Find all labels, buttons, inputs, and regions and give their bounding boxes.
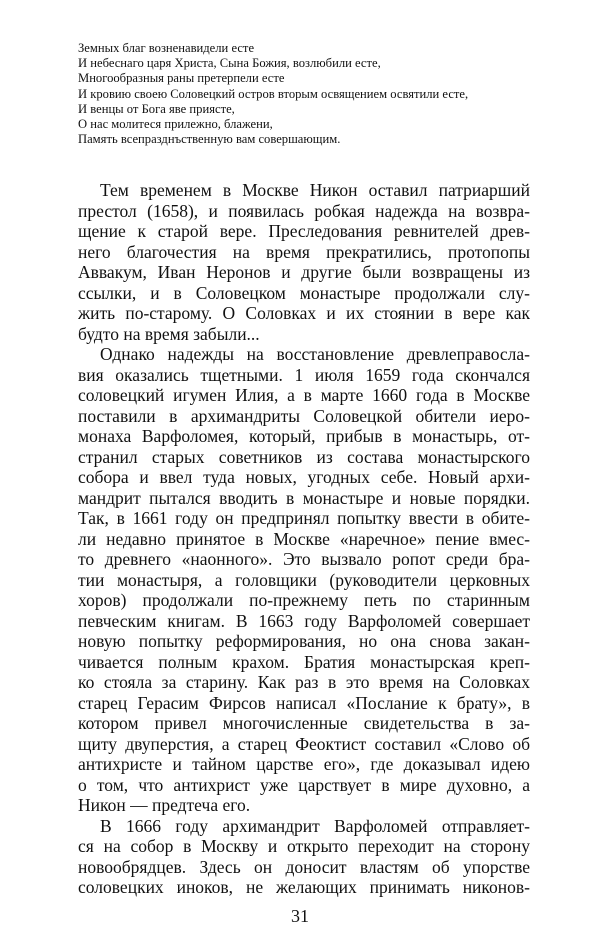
text-line: ссылки, и в Соловецком монастыре продолжали слу- bbox=[78, 282, 530, 303]
text-line: певческим книгам. В 1663 году Варфоломей совершает bbox=[78, 610, 530, 631]
poem-line: О нас молитеся прилежно, блажени, bbox=[78, 116, 273, 131]
text-line: поставили в архимандриты Соловецкой обители иеро- bbox=[78, 405, 530, 426]
text-line: Однако надежды на восстановление древлеправосла- bbox=[100, 344, 530, 364]
poem-line: И венцы от Бога яве приясте, bbox=[78, 101, 235, 116]
text-line: ко стояла за старину. Как раз в это время на Соловках bbox=[78, 672, 530, 692]
page-number: 31 bbox=[291, 906, 309, 926]
body-text bbox=[78, 180, 530, 898]
text-line: собора и ввел туда новых, угодных себе. Новый архи- bbox=[78, 467, 530, 487]
text-line: новую попытку реформирования, но она снова закан- bbox=[78, 631, 530, 651]
text-line: него благочестия на время прекратились, протопопы bbox=[78, 241, 530, 262]
poem-line: И небеснаго царя Христа, Сына Божия, возлюбили есте, bbox=[78, 56, 381, 71]
text-line: соловецкий игумен Илия, а в марте 1660 года в Москве bbox=[78, 385, 530, 405]
text-line: Никон — предтеча его. bbox=[78, 795, 251, 815]
text-line: странил старых советников из состава монастырского bbox=[78, 446, 530, 467]
text-line: соловецких иноков, не желающих принимать никонов- bbox=[78, 877, 530, 897]
text-line: Так, в 1661 году он предпринял попытку ввести в обите- bbox=[78, 508, 530, 528]
text-line: котором привел многочисленные свидетельства в за- bbox=[78, 713, 530, 733]
text-line: В 1666 году архимандрит Варфоломей отправляет- bbox=[100, 815, 530, 836]
text-line: Тем временем в Москве Никон оставил патриарший bbox=[100, 180, 530, 200]
text-line: хоров) продолжали по-прежнему петь по старинным bbox=[78, 590, 530, 610]
text-line: тии монастыря, а головщики (руководители церковных bbox=[78, 569, 530, 590]
paragraph bbox=[78, 816, 530, 898]
text-line: будто на время забыли... bbox=[78, 323, 260, 344]
paragraph bbox=[78, 180, 530, 344]
text-line: о том, что антихрист уже царствует в мире духовно, а bbox=[78, 774, 530, 795]
text-line: чивается полным крахом. Братия монастырская креп- bbox=[78, 651, 530, 672]
text-line: щиту двуперстия, а старец Феоктист составил «Слово об bbox=[78, 733, 530, 754]
text-line: жить по-старому. О Соловках и их стоянии в вере как bbox=[78, 303, 530, 323]
poem-line: Многообразныя раны претерпели есте bbox=[78, 71, 285, 86]
text-line: то древнего «наонного». Это вызвало ропот среди бра- bbox=[78, 549, 530, 569]
poem-line: Память всепразднъственную вам совершающим. bbox=[78, 132, 341, 147]
poem-line: Земных благ возненавидели есте bbox=[78, 41, 255, 55]
poem-block bbox=[78, 41, 548, 147]
text-line: престол (1658), и появилась робкая надежда на возвра- bbox=[78, 200, 530, 221]
text-line: старец Герасим Фирсов написал «Послание к брату», в bbox=[78, 692, 530, 713]
text-line: монаха Варфоломея, который, прибыв в монастырь, от- bbox=[78, 426, 530, 446]
poem-line: И кровию своею Соловецкий остров вторым освящением освятили есте, bbox=[78, 86, 469, 101]
text-line: ся на собор в Москву и открыто переходит на сторону bbox=[78, 836, 530, 856]
text-line: антихристе и тайном царстве его», где доказывал идею bbox=[78, 754, 530, 774]
text-line: новообрядцев. Здесь он доносит властям об упорстве bbox=[78, 856, 530, 877]
text-line: вия оказались тщетными. 1 июля 1659 года скончался bbox=[78, 364, 530, 385]
text-line: ли недавно принятое в Москве «наречное» пение вмес- bbox=[78, 528, 530, 549]
text-line: щение к старой вере. Преследования ревнителей древ- bbox=[78, 221, 530, 241]
text-line: Аввакум, Иван Неронов и другие были возвращены из bbox=[78, 262, 530, 282]
text-line: мандрит пытался вводить в монастыре и новые порядки. bbox=[78, 487, 530, 508]
paragraph bbox=[78, 344, 530, 816]
